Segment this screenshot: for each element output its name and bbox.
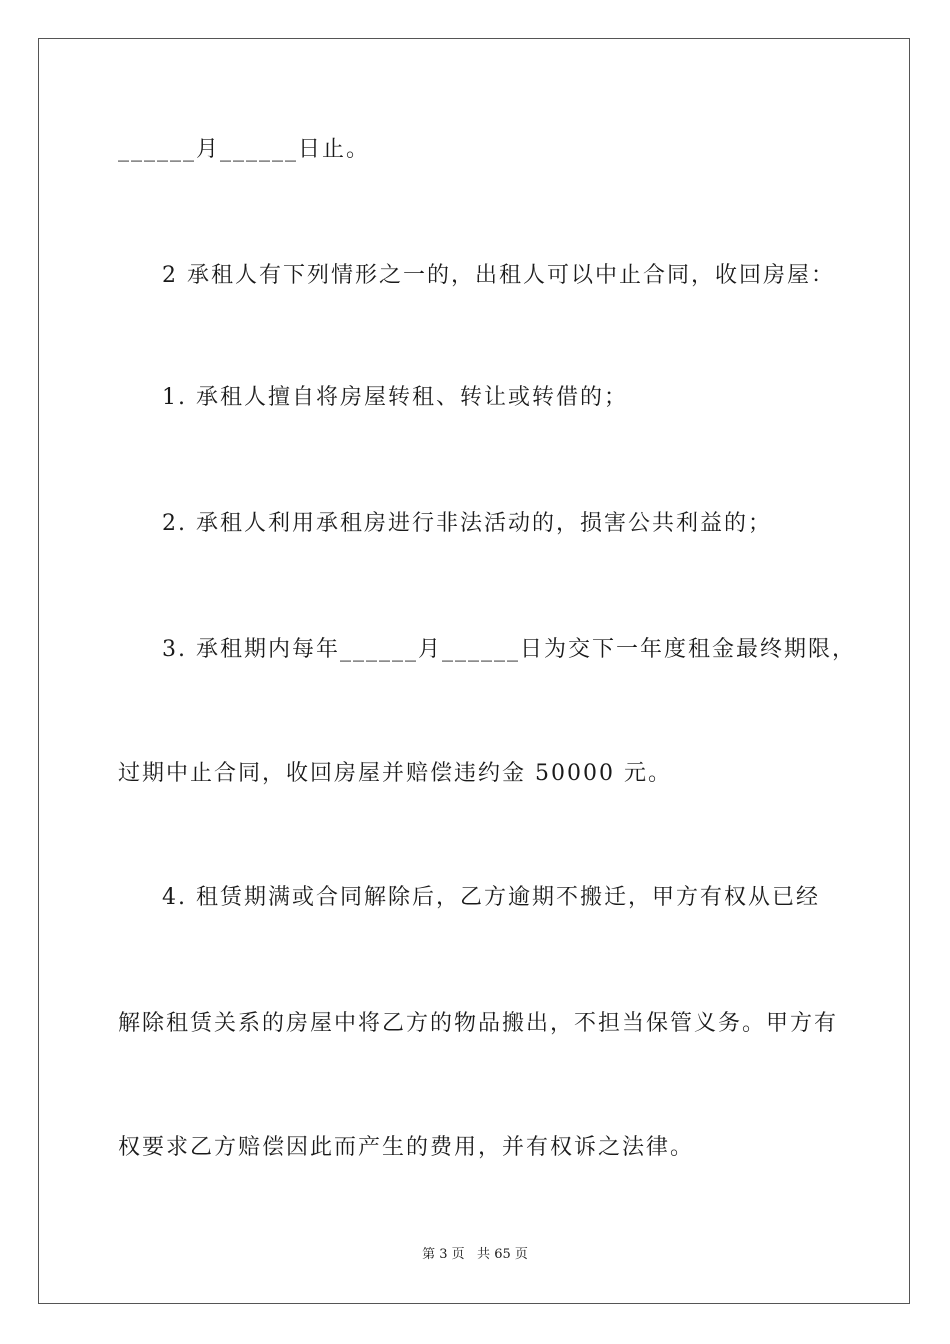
- text-line-4: 2. 承租人利用承租房进行非法活动的，损害公共利益的；: [162, 511, 772, 536]
- text-line-6: 过期中止合同，收回房屋并赔偿违约金 50000 元。: [118, 761, 672, 786]
- text-line-8: 解除租赁关系的房屋中将乙方的物品搬出，不担当保管义务。甲方有: [118, 1011, 839, 1036]
- text-line-9: 权要求乙方赔偿因此而产生的费用，并有权诉之法律。: [118, 1135, 695, 1160]
- text-line-1: ______月______日止。: [118, 137, 371, 162]
- text-line-2: 2 承租人有下列情形之一的，出租人可以中止合同，收回房屋：: [162, 263, 835, 288]
- page-number: 第 3 页 共 65 页: [422, 1247, 528, 1262]
- page-border: [38, 38, 910, 1304]
- text-line-7: 4. 租赁期满或合同解除后，乙方逾期不搬迁，甲方有权从已经: [162, 885, 820, 910]
- text-line-5: 3. 承租期内每年______月______日为交下一年度租金最终期限，: [162, 637, 856, 662]
- text-line-3: 1. 承租人擅自将房屋转租、转让或转借的；: [162, 385, 628, 410]
